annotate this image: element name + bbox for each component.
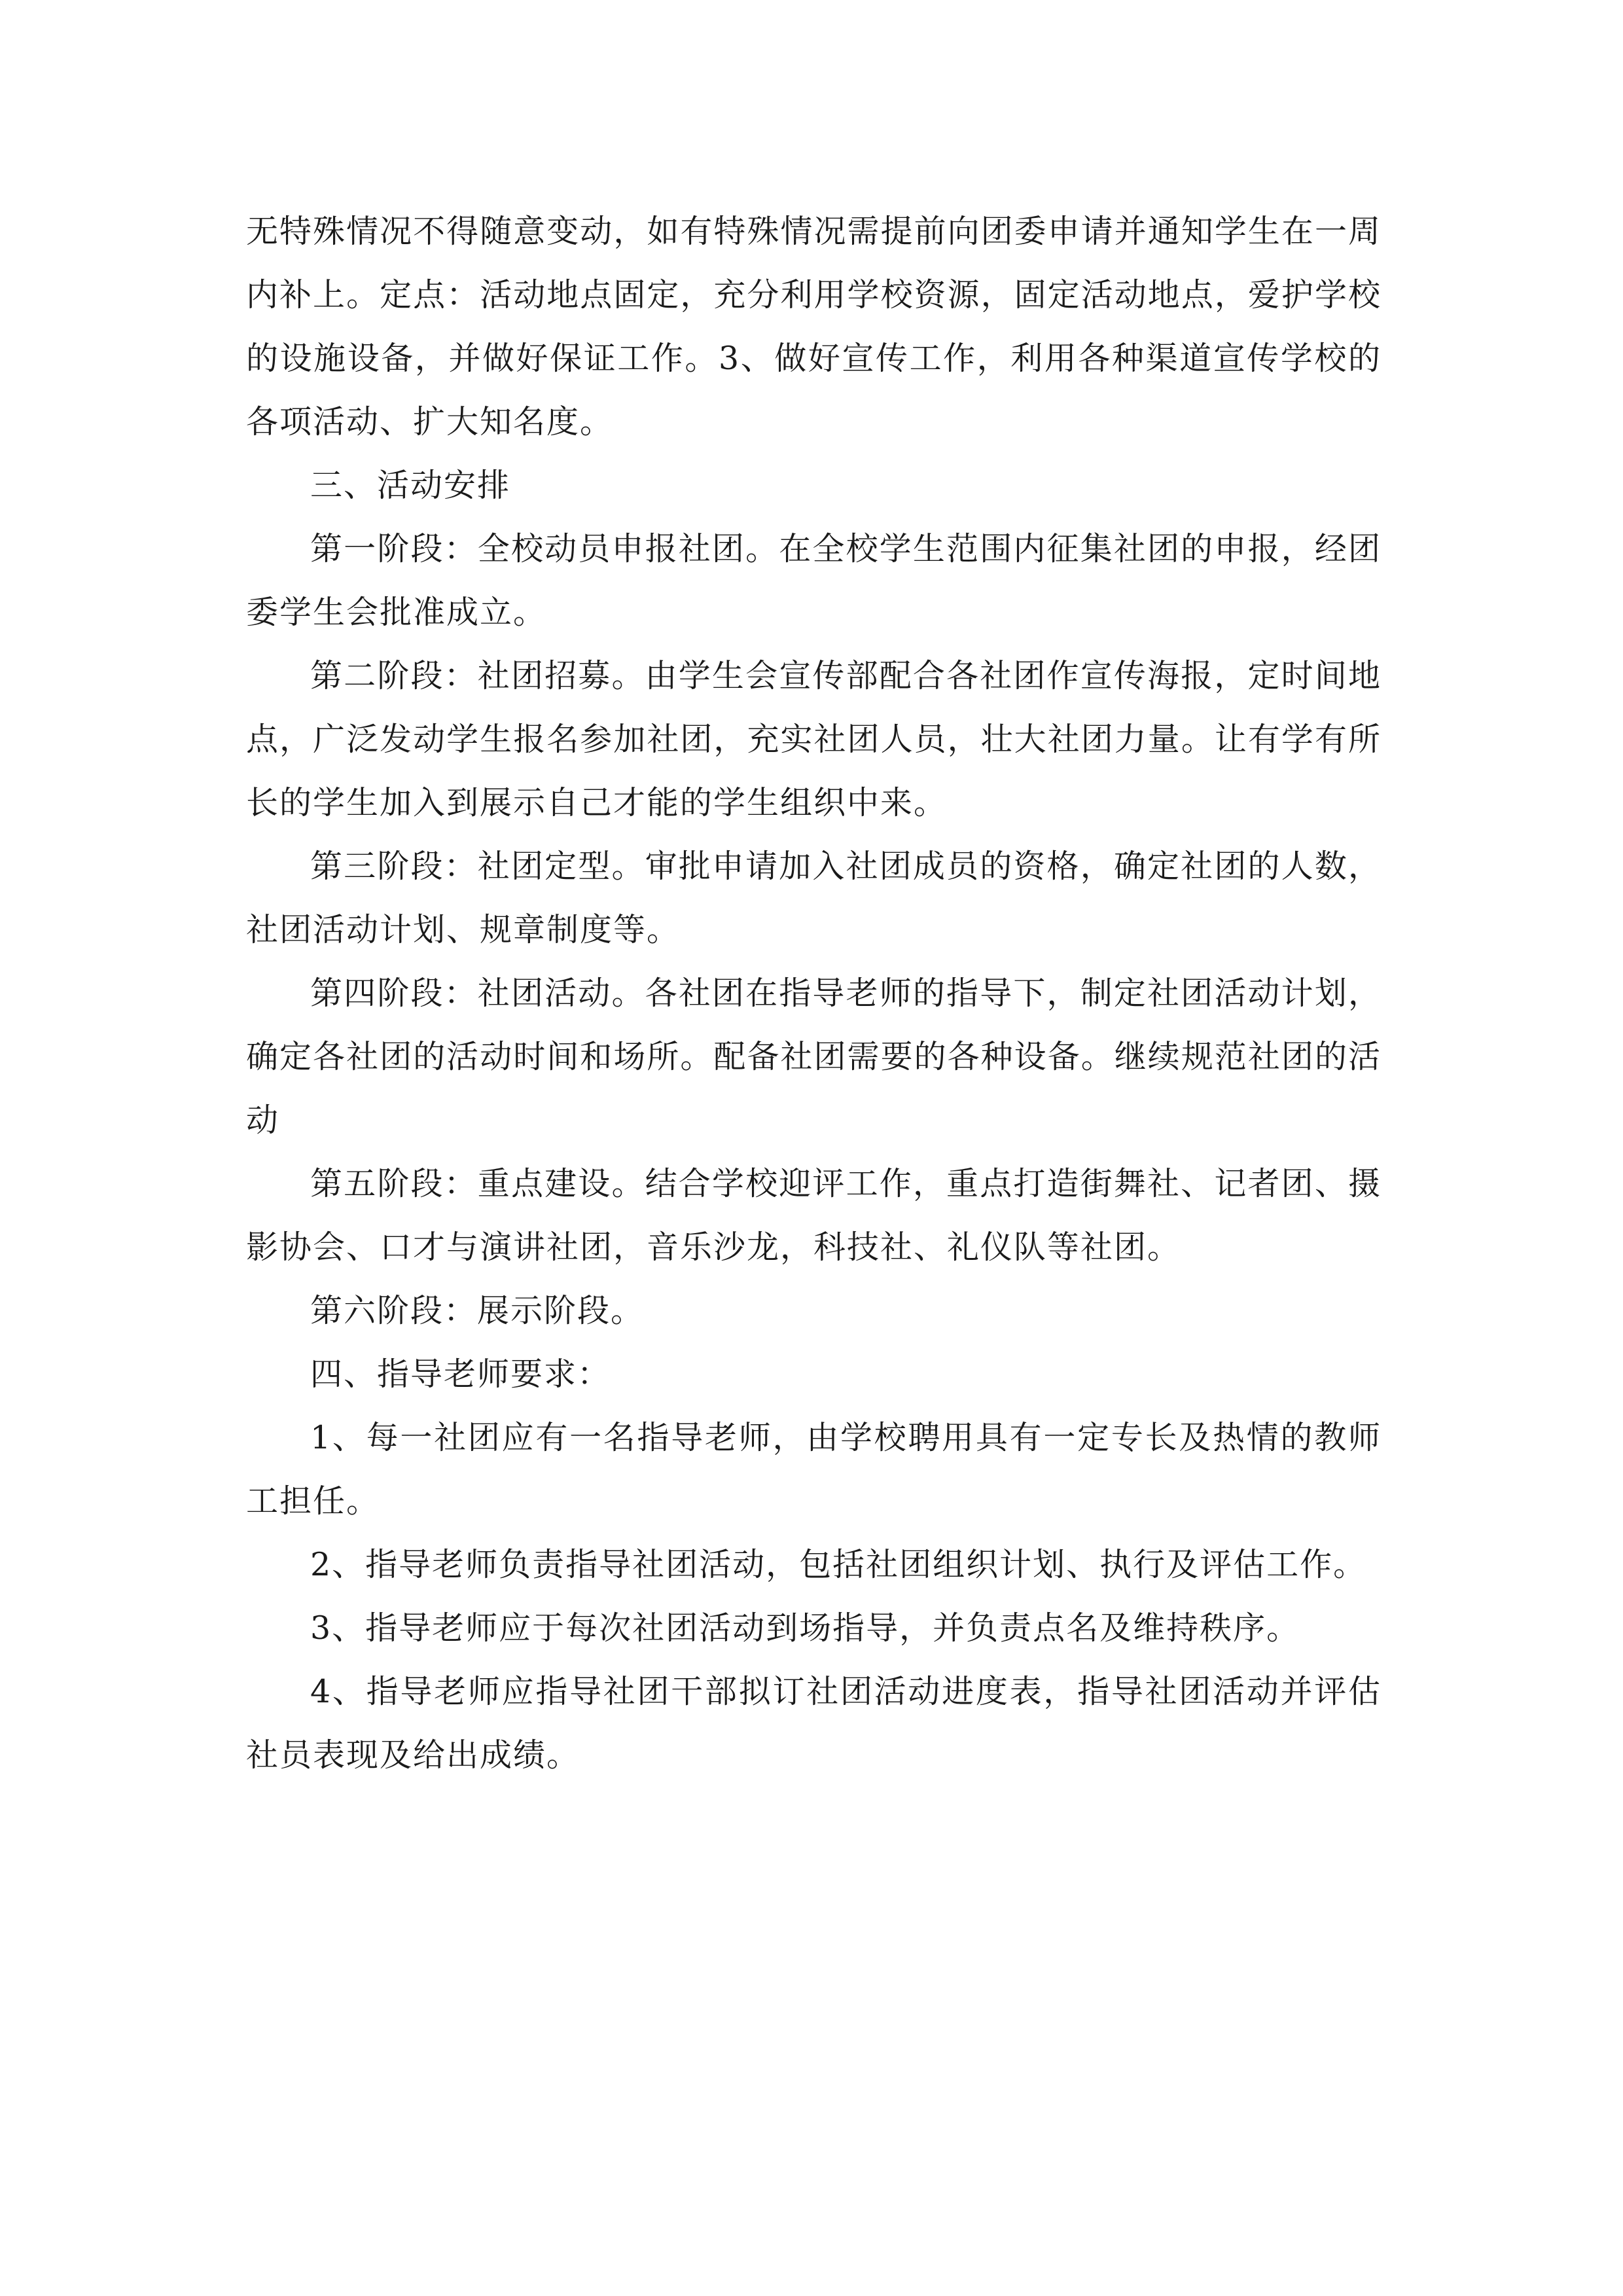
paragraph-stage-5: 第五阶段：重点建设。结合学校迎评工作，重点打造街舞社、记者团、摄影协会、口才与演讲社团，音乐沙龙，科技社、礼仪队等社团。 (246, 1165, 1382, 1266)
section-heading-advisor-requirements: 四、指导老师要求： (310, 1355, 611, 1393)
paragraph-requirement-3: 3、指导老师应于每次社团活动到场指导，并负责点名及维持秩序。 (310, 1609, 1300, 1647)
paragraph-stage-1: 第一阶段：全校动员申报社团。在全校学生范围内征集社团的申报，经团委学生会批准成立。 (246, 530, 1382, 631)
paragraph-stage-6: 第六阶段：展示阶段。 (310, 1292, 645, 1329)
paragraph-requirement-2: 2、指导老师负责指导社团活动，包括社团组织计划、执行及评估工作。 (310, 1546, 1367, 1583)
paragraph-stage-2: 第二阶段：社团招募。由学生会宣传部配合各社团作宣传海报，定时间地点，广泛发动学生报名参加社团，充实社团人员，壮大社团力量。让有学有所长的学生加入到展示自己才能的学生组织中来。 (246, 657, 1382, 821)
paragraph-stage-3: 第三阶段：社团定型。审批申请加入社团成员的资格，确定社团的人数，社团活动计划、规章制度等。 (246, 848, 1382, 948)
document-page (246, 200, 1382, 1787)
section-heading-activity-arrangement: 三、活动安排 (310, 467, 511, 504)
paragraph-requirement-1: 1、每一社团应有一名指导老师，由学校聘用具有一定专长及热情的教师工担任。 (246, 1419, 1382, 1520)
paragraph-stage-4: 第四阶段：社团活动。各社团在指导老师的指导下，制定社团活动计划，确定各社团的活动时间和场所。配备社团需要的各种设备。继续规范社团的活动 (246, 975, 1382, 1139)
paragraph-requirement-4: 4、指导老师应指导社团干部拟订社团活动进度表，指导社团活动并评估社员表现及给出成绩。 (246, 1673, 1382, 1774)
paragraph-continuation: 无特殊情况不得随意变动，如有特殊情况需提前向团委申请并通知学生在一周内补上。定点：活动地点固定，充分利用学校资源，固定活动地点，爱护学校的设施设备，并做好保证工作。3、做好宣传工作，利用各种渠道宣传学校的各项活动、扩大知名度。 (246, 213, 1382, 440)
